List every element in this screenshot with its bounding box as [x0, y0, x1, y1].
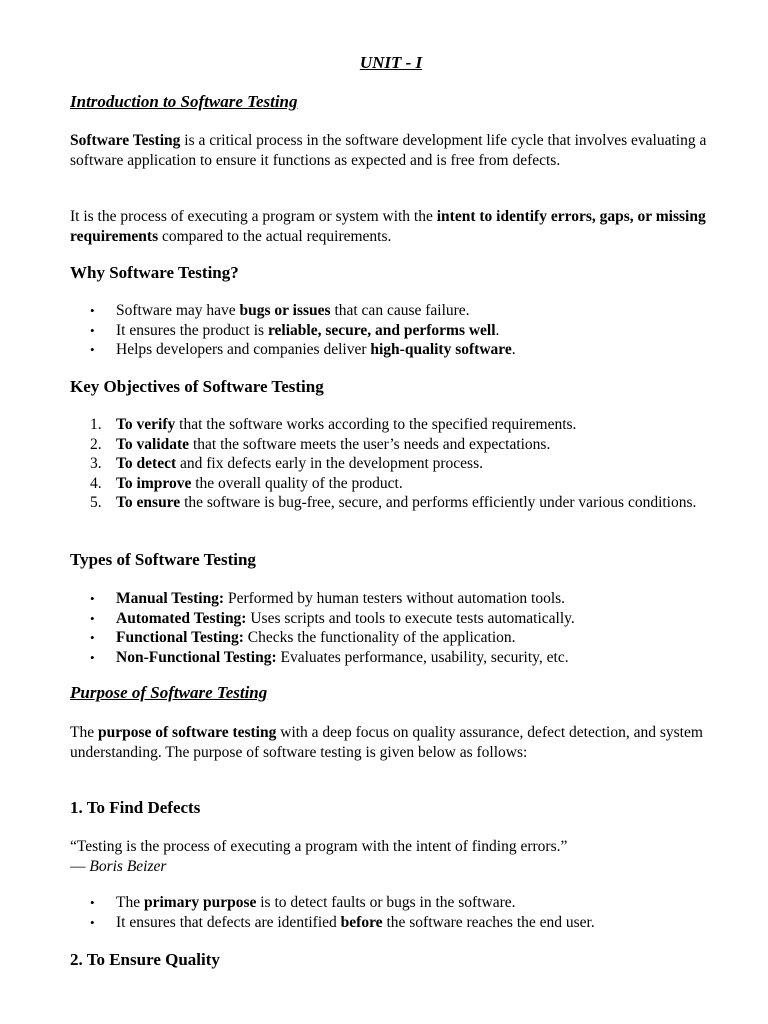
bullet-icon: • — [90, 303, 95, 318]
intro-heading: Introduction to Software Testing — [70, 92, 298, 111]
purpose-bold: purpose of software testing — [97, 724, 277, 741]
objective-bold: To improve — [116, 474, 192, 492]
defects-item-text: The — [116, 894, 144, 911]
objective-text: that the software meets the user’s needs and expectations. — [189, 435, 551, 453]
defects-item-text: the software reaches the end user. — [382, 913, 595, 931]
type-bold: Manual Testing: — [116, 590, 225, 607]
item-number: 3. — [90, 455, 102, 472]
purpose-text: The — [70, 724, 98, 741]
quote-author: Boris Beizer — [89, 857, 167, 875]
objective-text: and fix defects early in the development process. — [176, 455, 483, 472]
purpose-paragraph — [70, 723, 712, 762]
why-item-bold: reliable, secure, and performs well — [267, 321, 496, 339]
types-heading: Types of Software Testing — [70, 550, 256, 569]
find-defects-list — [70, 893, 712, 932]
intro-p2-bold: intent to identify errors, gaps, or missing requirements — [70, 208, 706, 245]
quote-attribution — [70, 857, 712, 877]
intro-p1-rest: is a critical process in the software development life cycle that involves evaluating a software application to ensure it functions as expected and is free from defects. — [70, 132, 707, 169]
purpose-text: with a deep focus on quality assurance, defect detection, and system understanding. The purpose of software testing is given below as follows: — [70, 724, 703, 761]
objective-text: that the software works according to the specified requirements. — [175, 416, 577, 433]
objectives-list — [70, 415, 712, 513]
item-number: 2. — [90, 435, 102, 453]
bullet-icon: • — [90, 591, 95, 606]
bullet-icon: • — [90, 322, 95, 338]
quote-text: “Testing is the process of executing a program with the intent of finding errors.” — [70, 838, 568, 855]
type-text: Evaluates performance, usability, security, etc. — [276, 648, 569, 666]
bullet-icon: • — [90, 914, 95, 930]
list-item — [70, 609, 712, 629]
list-item — [70, 415, 712, 435]
list-item — [70, 340, 712, 360]
list-item — [70, 493, 712, 513]
ensure-quality-heading: 2. To Ensure Quality — [70, 950, 220, 969]
objective-text: the software is bug-free, secure, and performs efficiently under various conditions. — [180, 494, 697, 511]
item-number: 1. — [90, 416, 102, 433]
why-list — [70, 301, 712, 360]
quote-dash: — — [70, 857, 90, 875]
type-bold: Automated Testing: — [116, 609, 247, 627]
list-item — [70, 648, 712, 668]
why-item-text: Helps developers and companies deliver — [116, 341, 371, 358]
intro-paragraph-1 — [70, 131, 712, 170]
list-item — [70, 454, 712, 474]
type-bold: Functional Testing: — [116, 629, 244, 646]
objective-text: the overall quality of the product. — [191, 474, 403, 492]
list-item — [70, 628, 712, 648]
bullet-icon: • — [90, 610, 95, 626]
list-item — [70, 301, 712, 321]
objective-bold: To ensure — [116, 494, 181, 511]
intro-p1-bold: Software Testing — [70, 132, 181, 149]
defects-item-bold: before — [340, 913, 383, 931]
bullet-icon: • — [90, 342, 95, 357]
type-text: Checks the functionality of the application. — [243, 629, 516, 646]
objective-bold: To verify — [116, 416, 176, 433]
objectives-heading: Key Objectives of Software Testing — [70, 377, 324, 396]
why-item-text: It ensures the product is — [116, 321, 268, 339]
types-list — [70, 589, 712, 667]
list-item — [70, 474, 712, 494]
why-item-text: Software may have — [116, 302, 240, 319]
type-text: Uses scripts and tools to execute tests automatically. — [246, 609, 575, 627]
objective-bold: To detect — [116, 455, 177, 472]
objective-bold: To validate — [116, 435, 190, 453]
why-item-bold: bugs or issues — [239, 302, 331, 319]
why-item-text: . — [511, 341, 516, 358]
defects-item-text: It ensures that defects are identified — [116, 913, 341, 931]
defects-item-text: is to detect faults or bugs in the software. — [256, 894, 516, 911]
list-item — [70, 321, 712, 341]
type-bold: Non-Functional Testing: — [116, 648, 277, 666]
item-number: 5. — [90, 494, 102, 511]
defects-item-bold: primary purpose — [143, 894, 257, 911]
intro-p2-post: compared to the actual requirements. — [158, 227, 392, 245]
unit-title: UNIT - I — [359, 53, 423, 72]
find-defects-heading: 1. To Find Defects — [70, 798, 201, 817]
beizer-quote — [70, 837, 712, 876]
purpose-heading: Purpose of Software Testing — [70, 683, 268, 702]
bullet-icon: • — [90, 649, 95, 665]
bullet-icon: • — [90, 630, 95, 645]
why-item-text: that can cause failure. — [330, 302, 470, 319]
why-item-bold: high-quality software — [370, 341, 512, 358]
why-heading: Why Software Testing? — [70, 263, 239, 282]
list-item — [70, 893, 712, 913]
type-text: Performed by human testers without automation tools. — [224, 590, 566, 607]
list-item — [70, 589, 712, 609]
list-item — [70, 435, 712, 455]
item-number: 4. — [90, 474, 102, 492]
list-item — [70, 913, 712, 933]
intro-p2-pre: It is the process of executing a program or system with the — [70, 208, 437, 225]
intro-paragraph-2 — [70, 207, 712, 246]
why-item-text: . — [495, 321, 500, 339]
bullet-icon: • — [90, 895, 95, 910]
